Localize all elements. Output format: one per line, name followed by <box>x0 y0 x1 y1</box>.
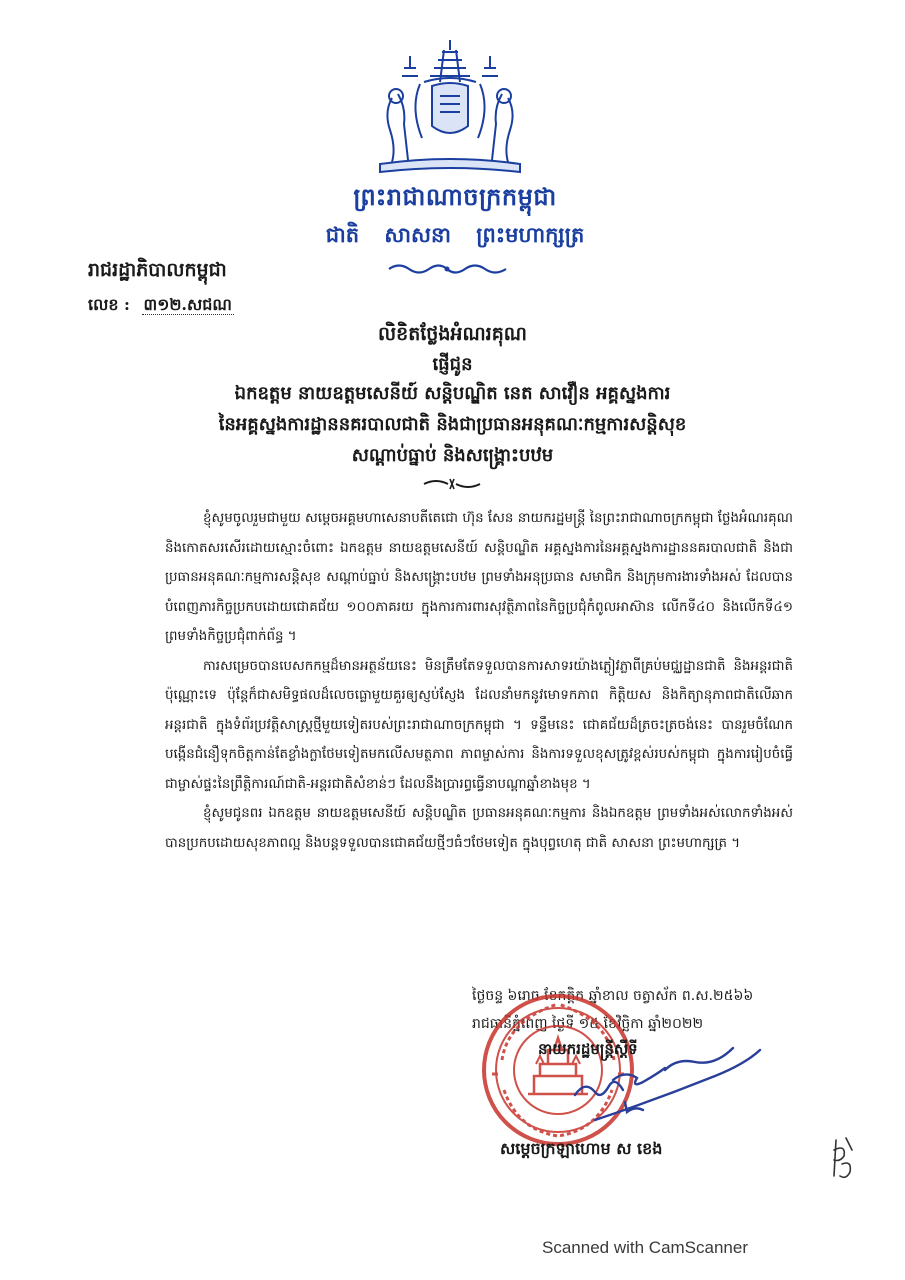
body-paragraph-3: ខ្ញុំសូមជូនពរ ឯកឧត្តម នាយឧត្តមសេនីយ៍ សន្តិបណ្ឌិត ប្រធានអនុគណៈកម្មការ និងឯកឧត្តម ព្រមទាំងអស់លោកទាំងអស់ បានប្រកបដោយសុខភាពល្អ និងបន្តទទួលបានជោគជ័យថ្មីៗធំៗថែមទៀត ក្នុងបុព្វហេតុ ជាតិ សាសនា ព្រះមហាក្សត្រ ។ <box>165 806 793 851</box>
document-number-value: ៣១២.សជណ <box>143 295 232 314</box>
letter-title: លិខិតថ្លែងអំណរគុណ <box>378 323 527 345</box>
body-paragraph-1: ខ្ញុំសូមចូលរួមជាមួយ សម្តេចអគ្គមហាសេនាបតីតេជោ ហ៊ុន សែន នាយករដ្ឋមន្ត្រី នៃព្រះរាជាណាចក្រកម្ពុជា ថ្លែងអំណរគុណ និងកោតសរសើរដោយស្មោះចំពោះ ឯកឧត្តម នាយឧត្តមសេនីយ៍ សន្តិបណ្ឌិត អគ្គស្នងការនៃអគ្គស្នងការដ្ឋាននគរបាលជាតិ និងជាប្រធានអនុគណៈកម្មការសន្តិសុខ សណ្តាប់ធ្នាប់ និងសង្គ្រោះបឋម ព្រមទាំងអនុប្រធាន សមាជិក និងក្រុមការងារទាំងអស់ ដែលបានបំពេញភារកិច្ចប្រកបដោយជោគជ័យ ១០០ភាគរយ ក្នុងការការពារសុវត្ថិភាពនៃកិច្ចប្រជុំកំពូលអាស៊ាន លើកទី៤០ និងលើកទី៤១ ព្រមទាំងកិច្ចប្រជុំពាក់ព័ន្ធ ។ <box>165 511 793 644</box>
body-paragraph-2: ការសម្រេចបានបេសកកម្មដ៏មានអត្ថន័យនេះ មិនត្រឹមតែទទួលបានការសាទរយ៉ាងភ្លៀវភ្លាពីគ្រប់មជ្ឈដ្ឋានជាតិ និងអន្តរជាតិប៉ុណ្ណោះទេ ប៉ុន្តែក៏ជាសមិទ្ធផលដ៏លេចធ្លោមួយគួរឲ្យស្ញប់ស្ញែង ដែលនាំមកនូវមោទកភាព កិត្តិយស និងកិត្យានុភាពជាតិលើឆាកអន្តរជាតិ ក្នុងទំព័រប្រវត្តិសាស្ត្រថ្មីមួយទៀតរបស់ព្រះរាជាណាចក្រកម្ពុជា ។ ទន្ទឹមនេះ ជោគជ័យដ៏ត្រចះត្រចង់នេះ បានរួមចំណែកបង្កើនជំនឿទុកចិត្តកាន់តែខ្លាំងក្លាថែមទៀតមកលើសមត្ថភាព ភាពម្ចាស់ការ និងការទទួលខុសត្រូវខ្ពស់របស់កម្ពុជា ក្នុងការរៀបចំធ្វើជាម្ចាស់ផ្ទះនៃព្រឹត្តិការណ៍ជាតិ-អន្តរជាតិសំខាន់ៗ ដែលនឹងប្រារព្ធធ្វើនាបណ្តាឆ្នាំខាងមុខ ។ <box>165 658 793 792</box>
signatory-position: នាយករដ្ឋមន្ត្រីស្តីទី <box>538 1040 638 1058</box>
signature-icon <box>565 1040 765 1130</box>
letter-body <box>165 504 793 858</box>
kingdom-heading: ព្រះរាជាណាចក្រកម្ពុជា <box>353 182 557 211</box>
royal-coat-of-arms-icon <box>370 38 530 178</box>
document-number <box>88 294 234 318</box>
margin-initials-icon <box>828 1130 858 1190</box>
recipient-line-1: ឯកឧត្តម នាយឧត្តមសេនីយ៍ សន្តិបណ្ឌិត នេត សាវឿន អគ្គស្នងការ <box>234 383 671 404</box>
scanner-watermark: Scanned with CamScanner <box>542 1238 749 1257</box>
document-number-label: លេខ : <box>88 295 130 314</box>
letter-subtitle: ផ្ញើជូន <box>432 354 473 375</box>
ornament-divider-icon <box>385 262 510 276</box>
recipient-line-3: សណ្តាប់ធ្នាប់ និងសង្គ្រោះបឋម <box>351 445 554 466</box>
government-heading: រាជរដ្ឋាភិបាលកម្ពុជា <box>88 259 227 281</box>
title-ornament-icon <box>420 476 484 492</box>
solar-date: រាជធានីភ្នំពេញ ថ្ងៃទី ១៥ ខែវិច្ឆិកា ឆ្នាំ២០២២ <box>472 1016 704 1032</box>
recipient-line-2: នៃអគ្គស្នងការដ្ឋាននគរបាលជាតិ និងជាប្រធានអនុគណៈកម្មការសន្តិសុខ <box>218 414 687 435</box>
national-motto: ជាតិ សាសនា ព្រះមហាក្សត្រ <box>325 222 585 247</box>
lunar-date: ថ្ងៃចន្ទ ៦រោច ខែកត្តិក ឆ្នាំខាល ចត្វាស័ក ព.ស.២៥៦៦ <box>472 988 754 1004</box>
signatory-name: សម្តេចក្រឡាហោម ស ខេង <box>500 1139 663 1158</box>
